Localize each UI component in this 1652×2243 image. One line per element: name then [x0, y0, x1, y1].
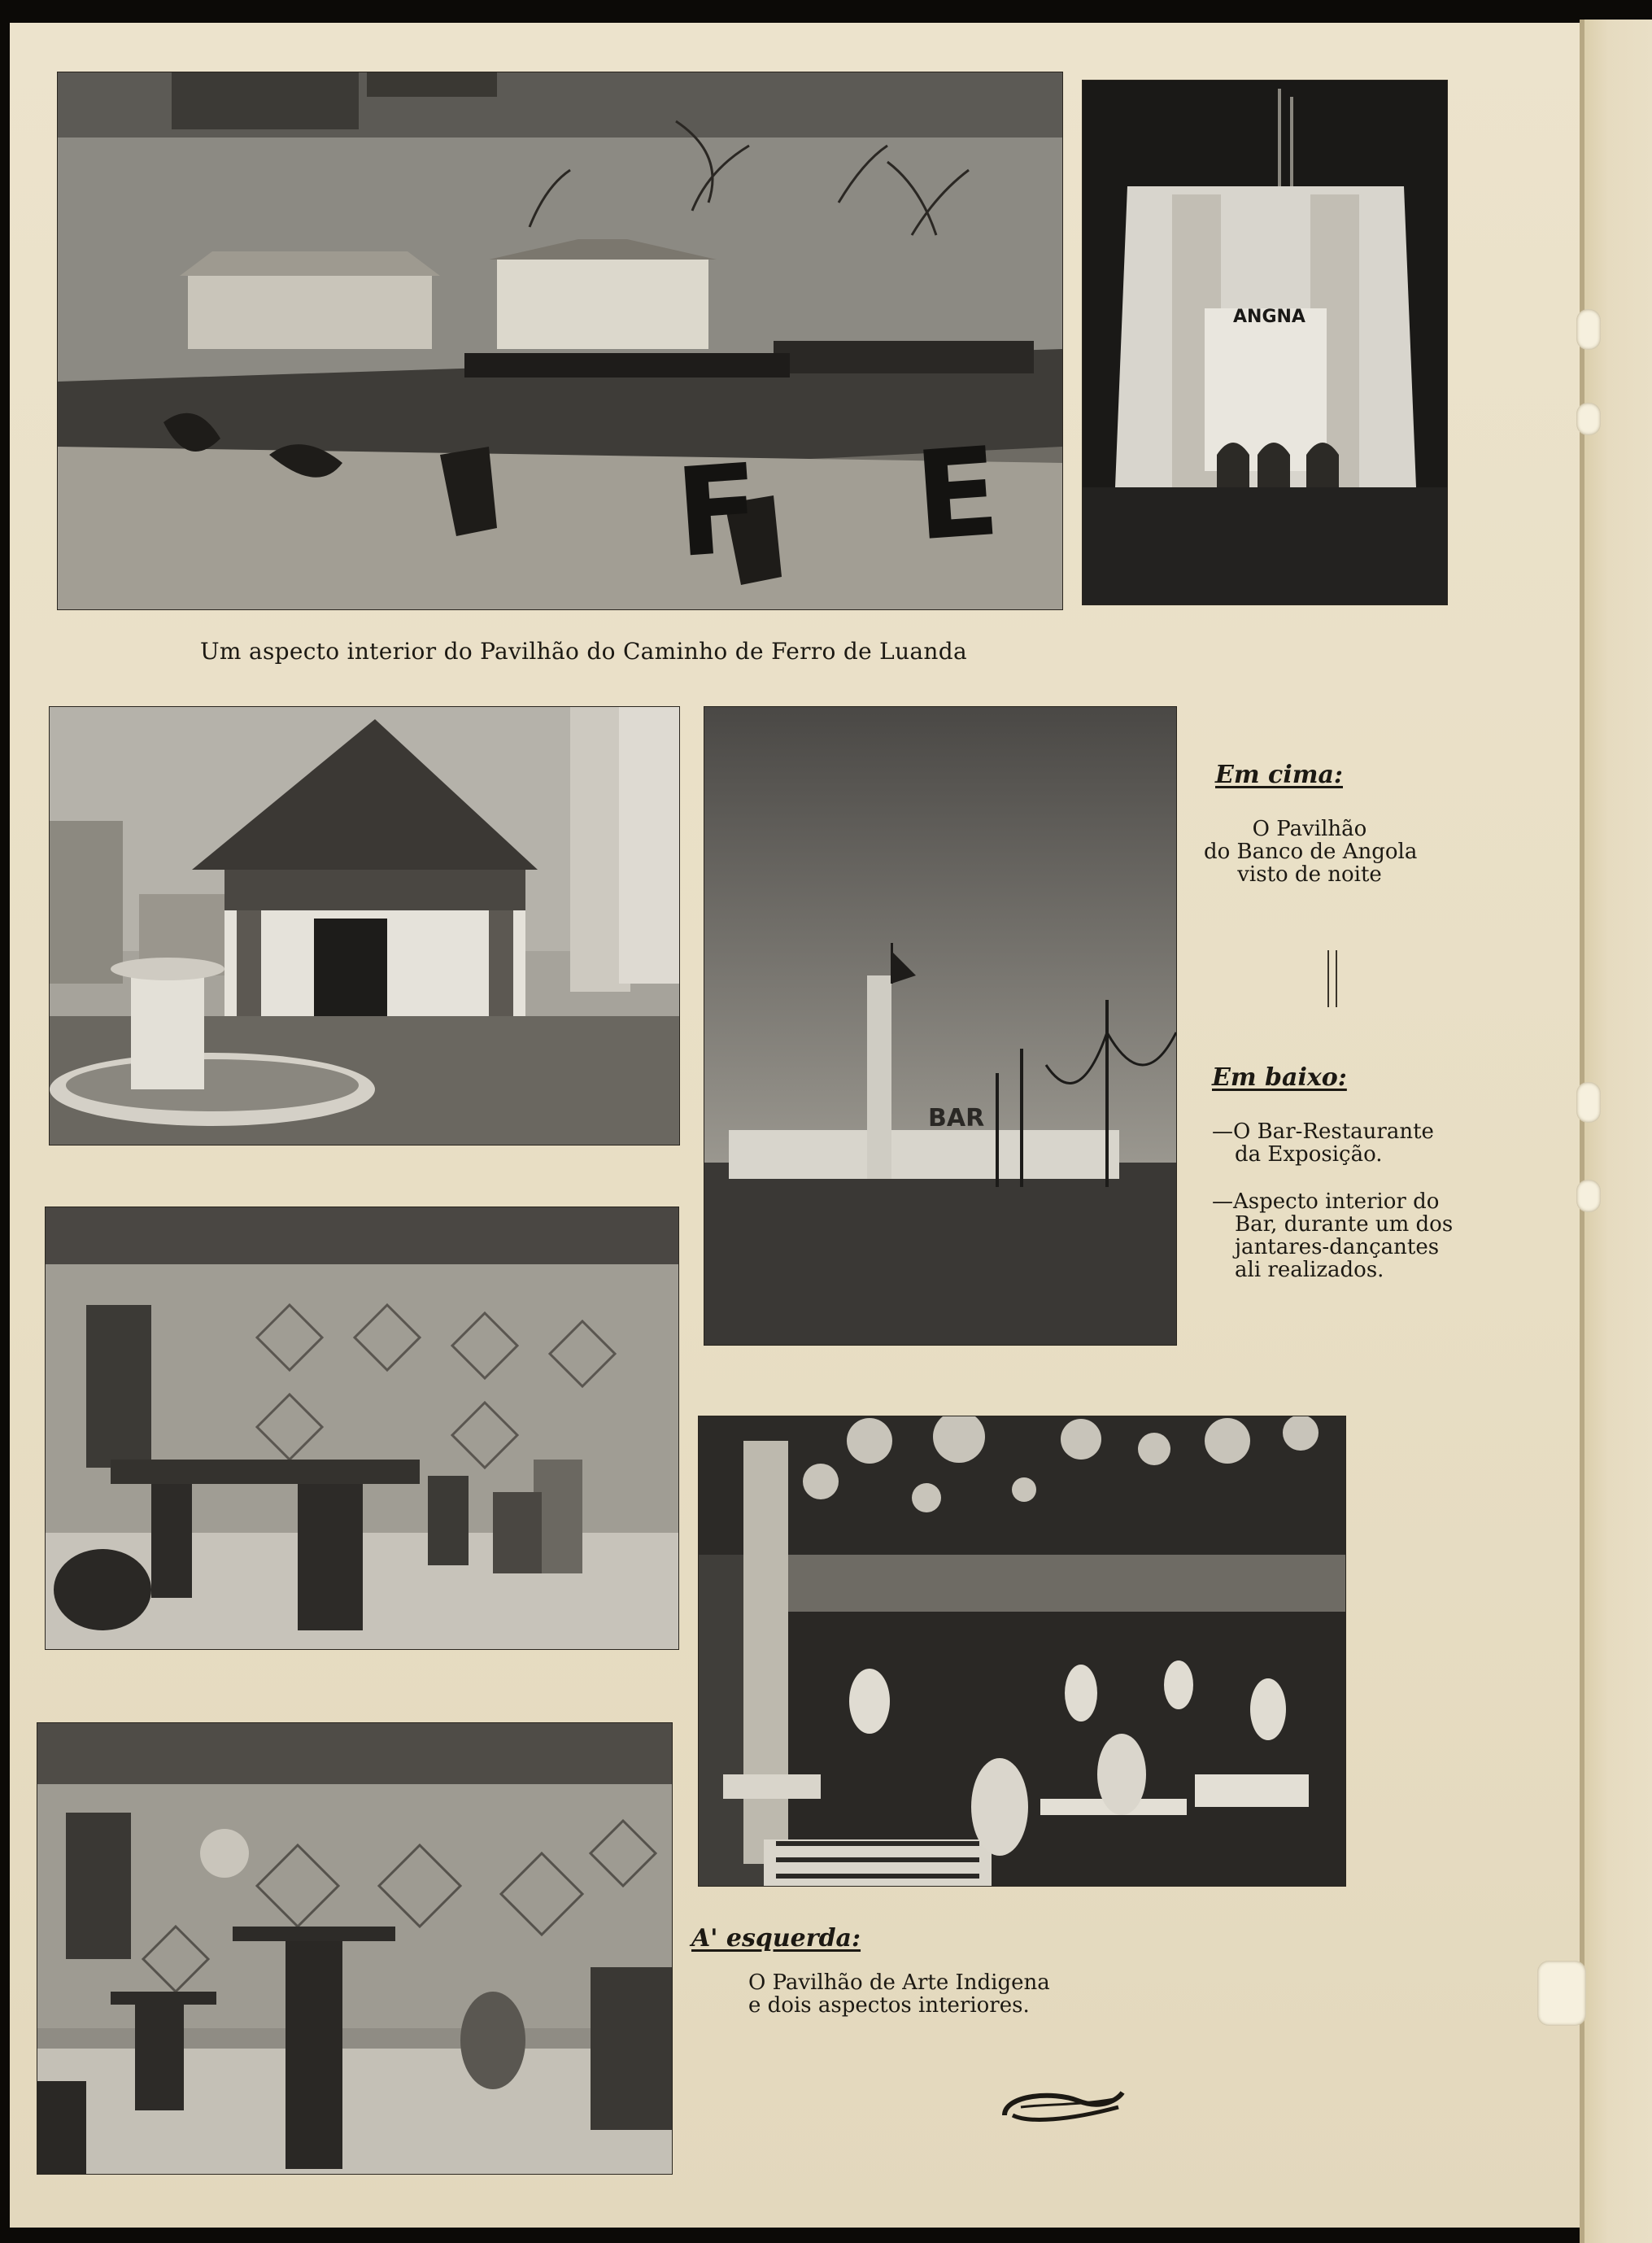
em-cima-line: O Pavilhão	[1252, 817, 1367, 841]
adjacent-page-edge	[1580, 20, 1652, 2243]
a-esquerda-line: O Pavilhão de Arte Indigena	[748, 1970, 1050, 1995]
em-baixo-item-1	[1212, 1120, 1434, 1166]
em-cima-heading: Em cima:	[1215, 761, 1343, 789]
em-baixo-line: jantares-dançantes	[1235, 1235, 1440, 1259]
arte-indigena-interior-photo-2	[37, 1722, 673, 2175]
em-cima-text	[1204, 817, 1418, 887]
em-baixo-line: Bar, durante um dos	[1235, 1212, 1454, 1237]
divider-mark	[1327, 950, 1329, 1007]
binding-hole	[1537, 1961, 1586, 2026]
binding-hole	[1576, 403, 1601, 435]
divider-mark	[1336, 950, 1337, 1007]
em-baixo-line: —O Bar-Restaurante	[1212, 1119, 1434, 1144]
em-baixo-line: ali realizados.	[1235, 1258, 1384, 1282]
railway-pavilion-photo	[57, 72, 1063, 610]
em-baixo-line: —Aspecto interior do	[1212, 1189, 1440, 1214]
binding-hole	[1576, 1180, 1601, 1212]
em-baixo-item-2	[1212, 1190, 1453, 1281]
decorative-flourish	[996, 2083, 1127, 2132]
arte-indigena-pavilion-photo	[49, 706, 680, 1146]
arte-indigena-interior-photo-1	[45, 1207, 679, 1650]
em-baixo-heading: Em baixo:	[1212, 1063, 1347, 1092]
bar-restaurant-photo	[704, 706, 1177, 1346]
banco-angola-night-photo	[1082, 80, 1448, 605]
binding-hole	[1576, 1082, 1601, 1123]
binding-hole	[1576, 309, 1601, 350]
em-cima-line: visto de noite	[1237, 862, 1382, 887]
bar-sign-text: BAR	[928, 1104, 985, 1132]
em-cima-line: do Banco de Angola	[1204, 840, 1418, 864]
page-fold	[1580, 20, 1584, 2243]
bar-interior-dance-photo	[698, 1416, 1346, 1887]
em-baixo-line: da Exposição.	[1235, 1142, 1383, 1167]
a-esquerda-line: e dois aspectos interiores.	[748, 1993, 1030, 2018]
banco-sign-text: ANGNA	[1233, 307, 1305, 327]
top-photo-caption: Um aspecto interior do Pavilhão do Caminho de Ferro de Luanda	[200, 638, 967, 665]
a-esquerda-text	[748, 1971, 1050, 2017]
a-esquerda-heading: A' esquerda:	[691, 1924, 861, 1953]
railway-sign-text: F E	[671, 417, 1061, 586]
